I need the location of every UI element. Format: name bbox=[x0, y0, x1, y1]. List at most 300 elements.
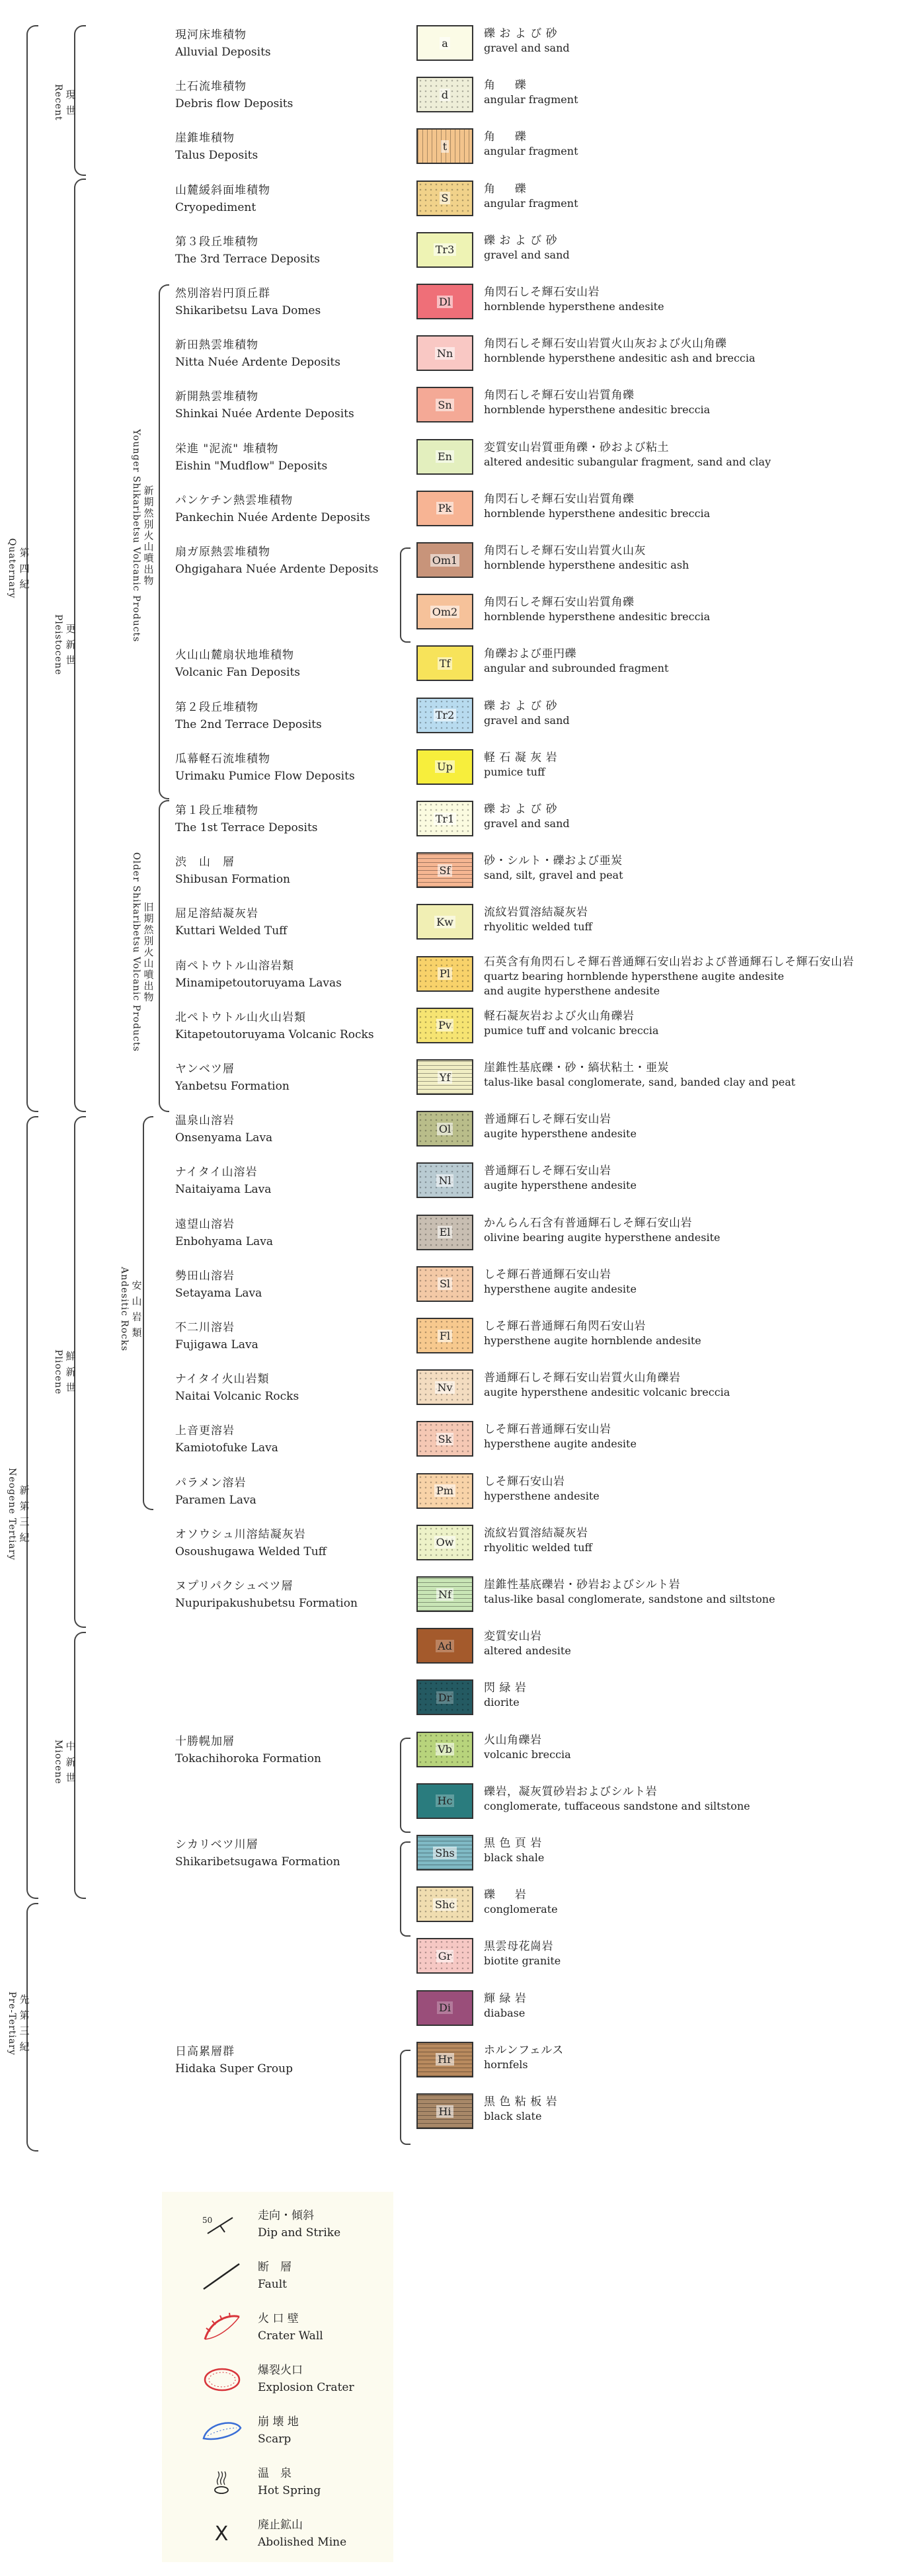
unit-name bbox=[175, 2043, 400, 2077]
unit-lithology bbox=[484, 1526, 894, 1555]
unit-code: Sf bbox=[438, 864, 453, 877]
unit-name-jp: 北ペトウトル山火山岩類 bbox=[175, 1010, 306, 1024]
lithology-jp: 角閃石しそ輝石安山岩質角礫 bbox=[484, 596, 635, 610]
unit-code: Fl bbox=[438, 1330, 452, 1342]
lithology-en: olivine bearing augite hypersthene andesite bbox=[484, 1230, 721, 1244]
unit-code: En bbox=[436, 450, 454, 463]
unit-swatch bbox=[416, 956, 473, 992]
group-bracket-andesitic bbox=[143, 1116, 153, 1510]
unit-name-jp: 火山山麓扇状地堆積物 bbox=[175, 649, 294, 663]
unit-name-jp: 屈足溶結凝灰岩 bbox=[175, 907, 258, 921]
symbol-label bbox=[258, 2362, 354, 2396]
lithology-en: sand, silt, gravel and peat bbox=[484, 869, 623, 882]
unit-code: t bbox=[441, 140, 449, 153]
symbol-label bbox=[258, 2259, 292, 2293]
unit-swatch bbox=[416, 542, 473, 578]
unit-name bbox=[175, 1526, 400, 1560]
unit-name-en: Tokachihoroka Formation bbox=[175, 1751, 321, 1765]
unit-name bbox=[175, 1164, 400, 1198]
epoch-label-pleistocene: 更 新 世 Pleistocene bbox=[52, 614, 77, 676]
symbol-label-en: Explosion Crater bbox=[258, 2381, 354, 2394]
lithology-en: hornblende hypersthene andesite bbox=[484, 300, 664, 313]
unit-name-jp: 十勝幌加層 bbox=[175, 1734, 235, 1748]
unit-lithology bbox=[484, 750, 894, 780]
lithology-en: hornblende hypersthene andesitic ash bbox=[484, 559, 689, 571]
unit-lithology bbox=[484, 2095, 894, 2124]
unit-name-en: Eishin "Mudflow" Deposits bbox=[175, 459, 328, 473]
unit-name-jp: ナイタイ山溶岩 bbox=[175, 1166, 258, 1180]
unit-code: Kw bbox=[434, 916, 455, 928]
lithology-jp: 角閃石しそ輝石安山岩質角礫 bbox=[484, 492, 635, 506]
unit-name-jp: パンケチン熱雲堆積物 bbox=[175, 493, 293, 507]
lithology-en: angular fragment bbox=[484, 145, 578, 158]
unit-name bbox=[175, 1836, 400, 1871]
unit-name-jp: 新田熱雲堆積物 bbox=[175, 339, 258, 352]
lithology-en: hornblende hypersthene andesitic breccia bbox=[484, 610, 711, 624]
unit-name-jp: 崖錐堆積物 bbox=[175, 132, 235, 145]
unit-name bbox=[175, 957, 400, 992]
lithology-en: pumice tuff and volcanic breccia bbox=[484, 1024, 659, 1037]
unit-name-en: Pankechin Nuée Ardente Deposits bbox=[175, 510, 370, 524]
brace-ohgigahara bbox=[400, 547, 410, 643]
unit-name-jp: 上音更溶岩 bbox=[175, 1424, 235, 1438]
era-label-quaternary: 第 四 紀 Quaternary bbox=[6, 538, 30, 599]
unit-swatch bbox=[416, 1783, 473, 1819]
lithology-jp: 黒雲母花崗岩 bbox=[484, 1940, 553, 1954]
unit-code: Hr bbox=[436, 2053, 454, 2066]
unit-name-en: Onsenyama Lava bbox=[175, 1131, 273, 1145]
unit-name-jp: ナイタイ火山岩類 bbox=[175, 1373, 270, 1387]
unit-name bbox=[175, 130, 400, 164]
unit-name bbox=[175, 233, 400, 268]
unit-swatch bbox=[416, 2042, 473, 2077]
unit-name-jp: 然別溶岩円頂丘群 bbox=[175, 287, 270, 300]
lithology-jp: 輝 緑 岩 bbox=[484, 1992, 527, 2005]
unit-name-en: Naitaiyama Lava bbox=[175, 1183, 272, 1197]
unit-name-jp: 第３段丘堆積物 bbox=[175, 235, 258, 249]
unit-swatch bbox=[416, 645, 473, 681]
lithology-en: gravel and sand bbox=[484, 713, 570, 727]
unit-name bbox=[175, 1319, 400, 1353]
unit-name-jp: 瓜幕軽石流堆積物 bbox=[175, 752, 270, 766]
lithology-en: altered andesite bbox=[484, 1644, 571, 1658]
unit-lithology bbox=[484, 285, 894, 314]
unit-name-en: Hidaka Super Group bbox=[175, 2062, 293, 2075]
unit-code: Di bbox=[437, 2001, 453, 2014]
lithology-en: altered andesitic subangular fragment, sand and clay bbox=[484, 455, 771, 468]
unit-swatch bbox=[416, 181, 473, 216]
unit-lithology bbox=[484, 802, 894, 831]
crater-wall-icon bbox=[198, 2312, 245, 2345]
unit-code: Ol bbox=[437, 1123, 453, 1135]
unit-name-jp: 勢田山溶岩 bbox=[175, 1269, 235, 1283]
lithology-jp: 礫 お よ び 砂 bbox=[484, 803, 558, 816]
unit-name bbox=[175, 388, 400, 423]
unit-name bbox=[175, 750, 400, 785]
unit-swatch bbox=[416, 491, 473, 526]
unit-name-jp: 第２段丘堆積物 bbox=[175, 700, 258, 714]
lithology-en: gravel and sand bbox=[484, 817, 570, 830]
symbol-label-en: Dip and Strike bbox=[258, 2226, 341, 2239]
lithology-en: rhyolitic welded tuff bbox=[484, 920, 592, 934]
lithology-jp: 礫 お よ び 砂 bbox=[484, 699, 558, 713]
unit-code: Up bbox=[435, 760, 455, 773]
unit-lithology bbox=[484, 1733, 894, 1762]
unit-lithology bbox=[484, 595, 894, 624]
unit-code: Dl bbox=[437, 296, 453, 308]
lithology-en: angular and subrounded fragment bbox=[484, 662, 669, 675]
unit-code: Pl bbox=[438, 967, 452, 980]
lithology-en: biotite granite bbox=[484, 1954, 561, 1968]
unit-name bbox=[175, 78, 400, 112]
unit-lithology bbox=[484, 78, 894, 107]
lithology-jp: 閃 緑 岩 bbox=[484, 1681, 527, 1695]
unit-lithology bbox=[484, 388, 894, 417]
unit-lithology bbox=[484, 854, 894, 883]
lithology-jp: 角閃石しそ輝石安山岩質角礫 bbox=[484, 389, 635, 403]
unit-swatch bbox=[416, 749, 473, 785]
unit-name bbox=[175, 854, 400, 888]
lithology-jp: 崖錐性基底礫・砂・縞状粘土・亜炭 bbox=[484, 1061, 669, 1074]
unit-name-en: Cryopediment bbox=[175, 200, 256, 214]
unit-name-jp: ヌプリパクシュベツ層 bbox=[175, 1580, 293, 1593]
unit-lithology bbox=[484, 233, 894, 262]
lithology-jp: 角閃石しそ輝石安山岩 bbox=[484, 286, 600, 299]
unit-name-jp: ヤンベツ層 bbox=[175, 1063, 235, 1076]
lithology-jp: 軽 石 凝 灰 岩 bbox=[484, 750, 558, 764]
unit-lithology bbox=[484, 543, 894, 573]
unit-swatch bbox=[416, 1473, 473, 1509]
unit-name-jp: シカリベツ川層 bbox=[175, 1838, 258, 1851]
unit-code: Pk bbox=[436, 502, 453, 514]
unit-swatch bbox=[416, 387, 473, 423]
unit-lithology bbox=[484, 1474, 894, 1504]
unit-lithology bbox=[484, 2043, 894, 2072]
lithology-jp: 普通輝石しそ輝石安山岩 bbox=[484, 1113, 611, 1127]
unit-lithology bbox=[484, 905, 894, 934]
unit-name bbox=[175, 1216, 400, 1250]
unit-name-en: Alluvial Deposits bbox=[175, 46, 271, 59]
unit-swatch bbox=[416, 1525, 473, 1560]
era-label-pre-tertiary: 先 第 三 紀 Pre-Tertiary bbox=[6, 1991, 30, 2056]
unit-code: Tf bbox=[438, 657, 453, 670]
unit-swatch bbox=[416, 284, 473, 319]
lithology-jp: 石英含有角閃石しそ輝石普通輝石安山岩および普通輝石しそ輝石安山岩 bbox=[484, 955, 854, 969]
symbol-label-en: Fault bbox=[258, 2278, 287, 2291]
unit-lithology bbox=[484, 1009, 894, 1038]
unit-name-jp: 南ペトウトル山溶岩類 bbox=[175, 959, 294, 973]
group-label-older: 旧期然別火山噴出物 Older Shikaribetsu Volcanic Products bbox=[130, 852, 155, 1052]
unit-code: Tr1 bbox=[434, 813, 457, 825]
lithology-jp: 変質安山岩 bbox=[484, 1630, 542, 1644]
unit-lithology bbox=[484, 955, 894, 998]
unit-code: Om2 bbox=[430, 606, 459, 618]
symbol-label-jp: 温 泉 bbox=[258, 2467, 292, 2480]
symbol-label-jp: 断 層 bbox=[258, 2261, 292, 2274]
unit-lithology bbox=[484, 492, 894, 521]
lithology-jp: 角閃石しそ輝石安山岩質火山灰 bbox=[484, 544, 646, 557]
lithology-jp: 角 礫 bbox=[484, 130, 527, 144]
unit-name-en: The 3rd Terrace Deposits bbox=[175, 252, 320, 266]
unit-swatch bbox=[416, 698, 473, 733]
unit-code: Shc bbox=[433, 1898, 457, 1911]
unit-swatch bbox=[416, 852, 473, 888]
unit-name-en: Volcanic Fan Deposits bbox=[175, 666, 301, 680]
symbol-label bbox=[258, 2516, 346, 2551]
unit-name bbox=[175, 1578, 400, 1612]
unit-lithology bbox=[484, 1578, 894, 1607]
unit-name bbox=[175, 802, 400, 836]
unit-code: Sn bbox=[436, 399, 453, 411]
unit-name-en: Fujigawa Lava bbox=[175, 1338, 258, 1351]
lithology-jp: ホルンフェルス bbox=[484, 2043, 564, 2057]
lithology-en: diabase bbox=[484, 2006, 526, 2019]
unit-swatch bbox=[416, 1369, 473, 1405]
unit-lithology bbox=[484, 1164, 894, 1193]
unit-code: Gr bbox=[436, 1950, 453, 1962]
unit-lithology bbox=[484, 1785, 894, 1814]
unit-swatch bbox=[416, 77, 473, 112]
unit-code: Pv bbox=[436, 1019, 453, 1031]
unit-name-en: Urimaku Pumice Flow Deposits bbox=[175, 769, 355, 783]
unit-name-jp: パラメン溶岩 bbox=[175, 1476, 247, 1490]
lithology-en: hornblende hypersthene andesitic breccia bbox=[484, 506, 711, 520]
unit-name-en: Shikaribetsu Lava Domes bbox=[175, 304, 321, 317]
brace-shikaribetsugawa bbox=[400, 1841, 410, 1937]
unit-lithology bbox=[484, 1992, 894, 2021]
symbol-label bbox=[258, 2310, 323, 2345]
unit-name-jp: 山麓緩斜面堆積物 bbox=[175, 183, 270, 197]
lithology-jp: 礫岩，凝灰質砂岩およびシルト岩 bbox=[484, 1785, 658, 1798]
unit-swatch bbox=[416, 1938, 473, 1974]
epoch-label-recent: 現 世 Recent bbox=[52, 84, 77, 121]
unit-name-en: Setayama Lava bbox=[175, 1286, 262, 1300]
unit-lithology bbox=[484, 1371, 894, 1400]
unit-name-en: Shinkai Nuée Ardente Deposits bbox=[175, 407, 354, 421]
unit-name bbox=[175, 26, 400, 61]
unit-name-en: Paramen Lava bbox=[175, 1493, 256, 1507]
unit-name bbox=[175, 699, 400, 733]
unit-lithology bbox=[484, 26, 894, 56]
symbol-label-en: Hot Spring bbox=[258, 2484, 321, 2497]
lithology-en: conglomerate bbox=[484, 1903, 558, 1916]
unit-name bbox=[175, 1733, 400, 1767]
group-label-younger: 新期然別火山噴出物 Younger Shikaribetsu Volcanic Products bbox=[130, 428, 155, 643]
lithology-en: conglomerate, tuffaceous sandstone and siltstone bbox=[484, 1799, 750, 1812]
lithology-jp: 火山角礫岩 bbox=[484, 1733, 542, 1747]
unit-lithology bbox=[484, 1319, 894, 1348]
unit-swatch bbox=[416, 128, 473, 164]
unit-swatch bbox=[416, 904, 473, 940]
scarp-icon bbox=[198, 2415, 245, 2448]
lithology-en: talus-like basal conglomerate, sand, banded clay and peat bbox=[484, 1076, 796, 1088]
lithology-jp: 角礫および亜円礫 bbox=[484, 647, 576, 661]
unit-name-en: Osoushugawa Welded Tuff bbox=[175, 1545, 327, 1558]
unit-name-jp: 現河床堆積物 bbox=[175, 28, 247, 42]
lithology-en: hypersthene augite hornblende andesite bbox=[484, 1334, 701, 1347]
unit-swatch bbox=[416, 439, 473, 475]
unit-code: Tr3 bbox=[434, 243, 457, 256]
lithology-jp: 黒 色 頁 岩 bbox=[484, 1837, 542, 1850]
lithology-jp: 礫 お よ び 砂 bbox=[484, 27, 558, 40]
lithology-jp: 流紋岩質溶結凝灰岩 bbox=[484, 1526, 588, 1540]
lithology-en-2: and augite hypersthene andesite bbox=[484, 984, 660, 997]
lithology-jp: 黒 色 粘 板 岩 bbox=[484, 2095, 558, 2109]
unit-code: S bbox=[440, 192, 451, 204]
symbol-label-en: Crater Wall bbox=[258, 2329, 323, 2343]
unit-swatch bbox=[416, 1111, 473, 1147]
lithology-en: rhyolitic welded tuff bbox=[484, 1541, 592, 1554]
lithology-en: gravel and sand bbox=[484, 248, 570, 261]
abolished-mine-icon bbox=[198, 2518, 245, 2551]
unit-swatch bbox=[416, 1990, 473, 2026]
unit-name-jp: 遠望山溶岩 bbox=[175, 1217, 235, 1231]
lithology-en: hypersthene augite andesite bbox=[484, 1282, 637, 1295]
symbol-label bbox=[258, 2413, 299, 2448]
unit-name-en: Enbohyama Lava bbox=[175, 1234, 273, 1248]
mine-glyph: X bbox=[214, 2522, 229, 2546]
unit-lithology bbox=[484, 337, 894, 366]
unit-swatch bbox=[416, 1576, 473, 1612]
unit-name-en: Ohgigahara Nuée Ardente Deposits bbox=[175, 563, 379, 576]
unit-swatch bbox=[416, 25, 473, 61]
unit-code: Nv bbox=[435, 1381, 454, 1394]
unit-lithology bbox=[484, 130, 894, 159]
unit-name-en: Nitta Nuée Ardente Deposits bbox=[175, 356, 340, 370]
unit-code: Ad bbox=[436, 1640, 454, 1652]
unit-lithology bbox=[484, 699, 894, 728]
lithology-jp: かんらん石含有普通輝石しそ輝石安山岩 bbox=[484, 1216, 692, 1230]
lithology-en: diorite bbox=[484, 1696, 520, 1709]
lithology-en: augite hypersthene andesitic volcanic breccia bbox=[484, 1386, 730, 1399]
unit-code: Yf bbox=[438, 1071, 452, 1084]
unit-swatch bbox=[416, 335, 473, 371]
unit-swatch bbox=[416, 1835, 473, 1871]
unit-name bbox=[175, 1061, 400, 1095]
unit-code: Hi bbox=[436, 2105, 453, 2118]
unit-name-jp: オソウシュ川溶結凝灰岩 bbox=[175, 1527, 306, 1541]
lithology-en: hypersthene andesite bbox=[484, 1489, 600, 1502]
unit-swatch bbox=[416, 1162, 473, 1198]
unit-name bbox=[175, 1474, 400, 1509]
symbol-label-en: Scarp bbox=[258, 2433, 292, 2446]
symbol-label-jp: 火 口 壁 bbox=[258, 2312, 299, 2325]
lithology-jp: 軽石凝灰岩および火山角礫岩 bbox=[484, 1009, 635, 1023]
lithology-jp: しそ輝石普通輝石安山岩 bbox=[484, 1268, 611, 1281]
unit-code: Hc bbox=[436, 1794, 455, 1807]
lithology-jp: しそ輝石安山岩 bbox=[484, 1474, 565, 1488]
unit-swatch bbox=[416, 1008, 473, 1043]
group-bracket-older bbox=[159, 800, 169, 1112]
brace-tokachihoroka bbox=[400, 1738, 410, 1833]
unit-name-jp: 土石流堆積物 bbox=[175, 80, 247, 94]
unit-name-en: Yanbetsu Formation bbox=[175, 1080, 290, 1093]
unit-name-en: Debris flow Deposits bbox=[175, 97, 293, 111]
unit-lithology bbox=[484, 1216, 894, 1245]
unit-name-jp: 日高累層群 bbox=[175, 2044, 235, 2058]
unit-lithology bbox=[484, 1681, 894, 1710]
unit-lithology bbox=[484, 1629, 894, 1658]
unit-name-en: Kuttari Welded Tuff bbox=[175, 924, 288, 938]
unit-code: Pm bbox=[434, 1484, 455, 1497]
unit-swatch bbox=[416, 2093, 473, 2129]
unit-code: Ow bbox=[434, 1536, 456, 1549]
lithology-en: angular fragment bbox=[484, 196, 578, 210]
unit-name bbox=[175, 337, 400, 371]
unit-code: Dr bbox=[436, 1691, 453, 1704]
unit-name-en: Shibusan Formation bbox=[175, 873, 291, 887]
unit-swatch bbox=[416, 1679, 473, 1715]
lithology-jp: 礫 お よ び 砂 bbox=[484, 233, 558, 247]
unit-name-jp: 新開熱雲堆積物 bbox=[175, 390, 258, 404]
lithology-jp: 角閃石しそ輝石安山岩質火山灰および火山角礫 bbox=[484, 337, 727, 351]
epoch-label-pliocene: 鮮 新 世 Pliocene bbox=[52, 1349, 77, 1395]
symbol-label-en: Abolished Mine bbox=[258, 2536, 347, 2549]
unit-name bbox=[175, 285, 400, 319]
unit-lithology bbox=[484, 1112, 894, 1141]
lithology-en: quartz bearing hornblende hypersthene augite andesite bbox=[484, 969, 785, 983]
unit-lithology bbox=[484, 1422, 894, 1451]
unit-name bbox=[175, 1422, 400, 1457]
group-label-andesitic: 安 山 岩 類 Andesitic Rocks bbox=[118, 1267, 143, 1351]
lithology-en: hornblende hypersthene andesitic breccia bbox=[484, 403, 711, 417]
brace-hidaka bbox=[400, 2050, 410, 2145]
lithology-jp: しそ輝石普通輝石安山岩 bbox=[484, 1423, 611, 1437]
unit-lithology bbox=[484, 440, 894, 469]
unit-name-en: Shikaribetsugawa Formation bbox=[175, 1855, 340, 1869]
unit-code: Om1 bbox=[430, 554, 459, 567]
unit-lithology bbox=[484, 182, 894, 211]
lithology-en: black slate bbox=[484, 2110, 542, 2122]
unit-swatch bbox=[416, 1732, 473, 1767]
unit-name-jp: 温泉山溶岩 bbox=[175, 1114, 235, 1128]
unit-code: Nn bbox=[435, 347, 455, 360]
unit-name bbox=[175, 905, 400, 940]
lithology-en: hypersthene augite andesite bbox=[484, 1437, 637, 1451]
unit-swatch bbox=[416, 801, 473, 836]
era-label-neogene: 新 第 三 紀 Neogene Tertiary bbox=[6, 1467, 30, 1561]
unit-name-en: The 2nd Terrace Deposits bbox=[175, 717, 322, 731]
lithology-jp: 変質安山岩質亜角礫・砂および粘土 bbox=[484, 440, 669, 454]
explosion-crater-icon bbox=[198, 2363, 245, 2396]
unit-name-jp: 不二川溶岩 bbox=[175, 1321, 235, 1334]
lithology-jp: 角 礫 bbox=[484, 182, 527, 196]
unit-swatch bbox=[416, 232, 473, 268]
lithology-en: gravel and sand bbox=[484, 42, 570, 54]
lithology-en: angular fragment bbox=[484, 93, 578, 106]
unit-code: a bbox=[440, 37, 450, 50]
fault-icon bbox=[198, 2260, 245, 2293]
unit-name bbox=[175, 492, 400, 526]
symbol-label bbox=[258, 2465, 321, 2499]
unit-swatch bbox=[416, 1266, 473, 1302]
dip-strike-icon bbox=[198, 2208, 245, 2241]
lithology-en: augite hypersthene andesite bbox=[484, 1127, 637, 1141]
lithology-en: pumice tuff bbox=[484, 765, 545, 778]
lithology-jp: 砂・シルト・礫および亜炭 bbox=[484, 854, 623, 868]
unit-name-en: Talus Deposits bbox=[175, 149, 258, 163]
symbol-label-jp: 走向・傾斜 bbox=[258, 2209, 314, 2222]
unit-code: El bbox=[438, 1226, 453, 1238]
unit-lithology bbox=[484, 1061, 894, 1090]
unit-name-jp: 栄進 "泥流" 堆積物 bbox=[175, 442, 279, 456]
unit-code: Nf bbox=[436, 1588, 453, 1601]
unit-swatch bbox=[416, 1886, 473, 1922]
lithology-en: hornfels bbox=[484, 2058, 528, 2071]
unit-lithology bbox=[484, 1939, 894, 1968]
lithology-en: augite hypersthene andesite bbox=[484, 1179, 637, 1192]
unit-name bbox=[175, 1009, 400, 1043]
